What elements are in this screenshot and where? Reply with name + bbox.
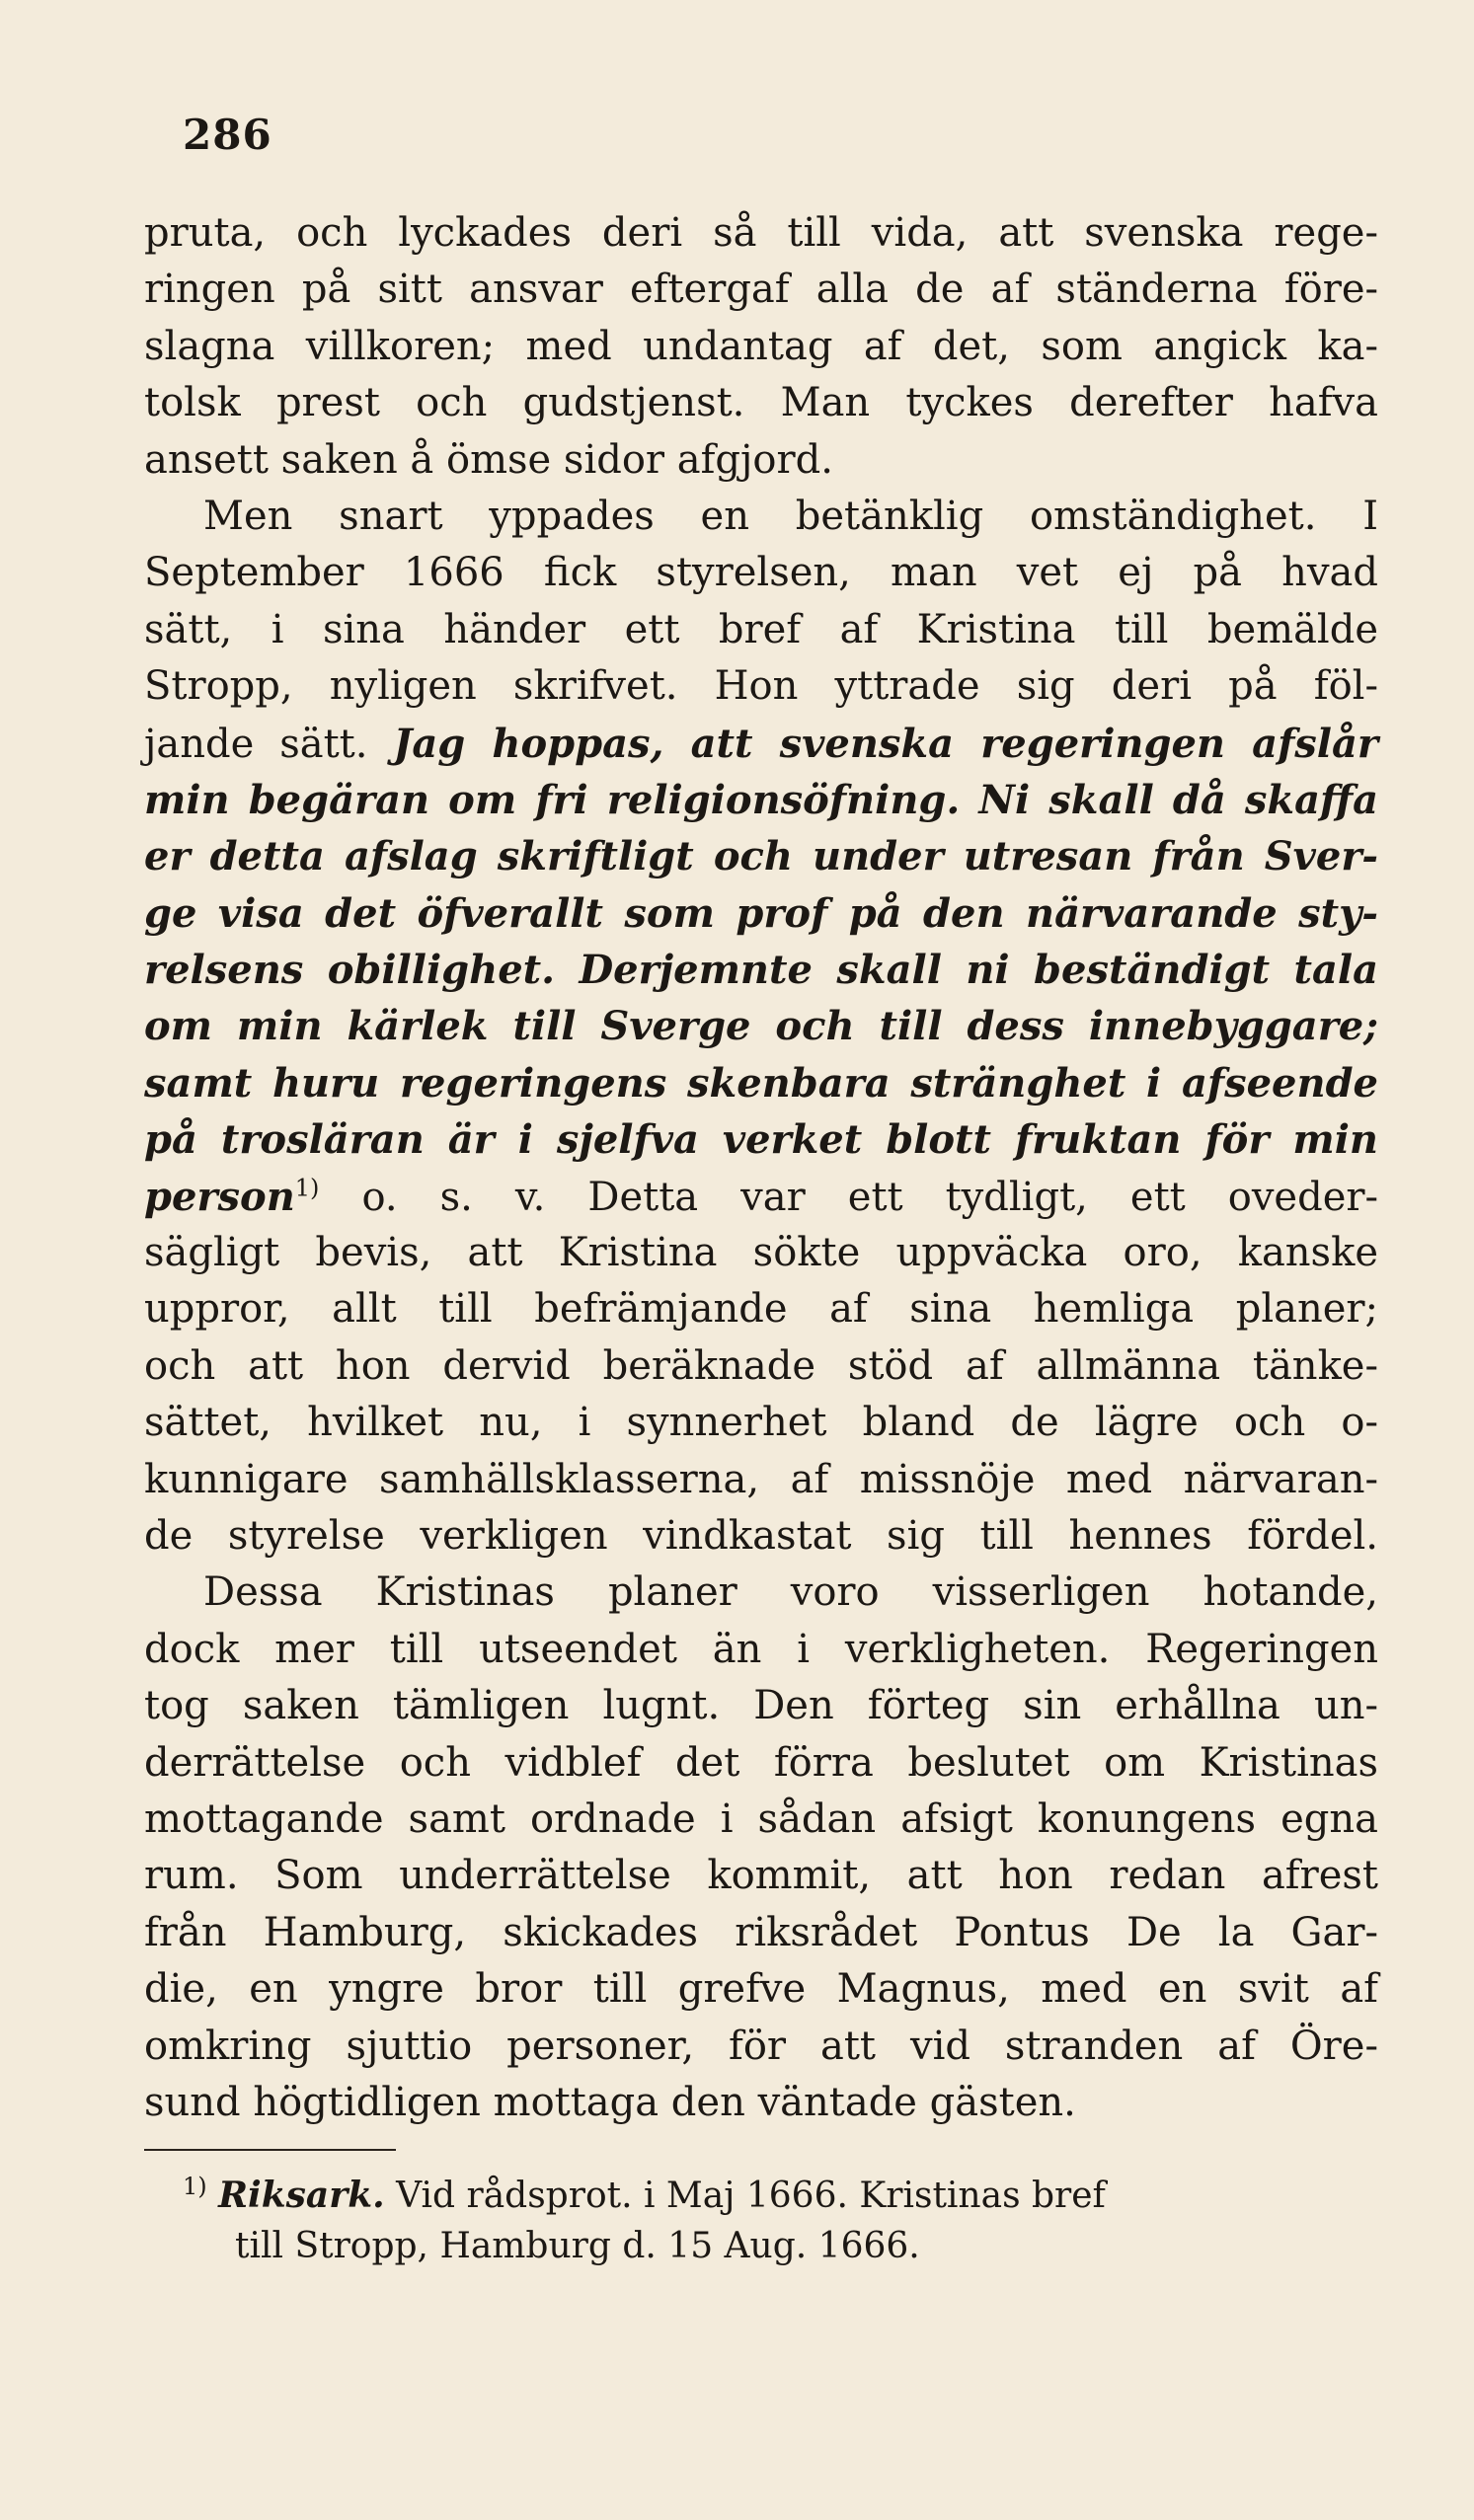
text-line xyxy=(144,716,1378,772)
text-line: pruta, och lyckades deri så till vida, att svenska rege- xyxy=(144,210,1378,256)
text-line: de styrelse verkligen vindkastat sig till hennes fördel. xyxy=(144,1512,1378,1559)
footnote-text: Vid rådsprot. i Maj 1666. Kristinas bref xyxy=(396,2176,1106,2216)
text-line: rum. Som underrättelse kommit, att hon redan afrest xyxy=(144,1853,1378,1899)
text-line: tog saken tämligen lugnt. Den förteg sin erhållna un- xyxy=(144,1683,1378,1729)
page-number: 286 xyxy=(183,111,272,159)
text-line: Men snart yppades en betänklig omständighet. I xyxy=(203,493,1378,539)
quote-line: ge visa det öfverallt som prof på den närvarande sty- xyxy=(144,889,1378,937)
text-line: sättet, hvilket nu, i synnerhet bland de lägre och o- xyxy=(144,1400,1378,1446)
quote-span: Jag hoppas, att svenska regeringen afslår xyxy=(393,720,1378,767)
text-line: och att hon dervid beräknade stöd af allmänna tänke- xyxy=(144,1342,1378,1389)
text-line: tolsk prest och gudstjenst. Man tyckes derefter hafva xyxy=(144,380,1378,426)
text-line: kunnigare samhällsklasserna, af missnöje med närvaran- xyxy=(144,1456,1378,1502)
text-span: o. s. v. Detta var ett tydligt, ett oveder- xyxy=(361,1174,1379,1220)
text-line xyxy=(144,1169,1378,1225)
quote-line: samt huru regeringens skenbara stränghet i afseende xyxy=(144,1059,1378,1107)
footnote-line xyxy=(183,2170,1377,2221)
footnote-divider xyxy=(144,2149,396,2151)
text-line: September 1666 fick styrelsen, man vet ej på hvad xyxy=(144,550,1378,596)
text-line: sund högtidligen mottaga den väntade gästen. xyxy=(144,2079,1076,2125)
quote-line: relsens obillighet. Derjemnte skall ni beständigt tala xyxy=(144,947,1378,994)
quote-span: person xyxy=(144,1173,295,1220)
footnote xyxy=(183,2170,1377,2272)
text-line: sägligt bevis, att Kristina sökte uppväcka oro, kanske xyxy=(144,1230,1378,1276)
text-line: mottagande samt ordnade i sådan afsigt konungens egna xyxy=(144,1795,1378,1842)
text-span: jande sätt. xyxy=(144,721,368,767)
text-line: slagna villkoren; med undantag af det, som angick ka- xyxy=(144,323,1378,369)
footnote-line: till Stropp, Hamburg d. 15 Aug. 1666. xyxy=(235,2226,920,2266)
text-line: sätt, i sina händer ett bref af Kristina till bemälde xyxy=(144,606,1378,652)
text-line: die, en yngre bror till grefve Magnus, med en svit af xyxy=(144,1966,1378,2013)
footnote-source: Riksark. xyxy=(218,2175,385,2216)
quote-line: er detta afslag skriftligt och under utresan från Sver- xyxy=(144,833,1378,880)
footnote-ref: 1) xyxy=(294,1174,320,1202)
text-line: Stropp, nyligen skrifvet. Hon yttrade sig deri på föl- xyxy=(144,663,1378,710)
text-line: Dessa Kristinas planer voro visserligen hotande, xyxy=(203,1569,1378,1616)
quote-line: min begäran om fri religionsöfning. Ni skall då skaffa xyxy=(144,776,1378,823)
footnote-marker: 1) xyxy=(183,2173,207,2200)
text-line: ringen på sitt ansvar eftergaf alla de af ständerna före- xyxy=(144,267,1378,313)
text-line: dock mer till utseendet än i verkligheten. Regeringen xyxy=(144,1626,1378,1672)
text-line: från Hamburg, skickades riksrådet Pontus De la Gar- xyxy=(144,1909,1378,1955)
text-line: ansett saken å ömse sidor afgjord. xyxy=(144,436,833,483)
quote-line: på trosläran är i sjelfva verket blott fruktan för min xyxy=(144,1116,1378,1164)
text-line: uppror, allt till befrämjande af sina hemliga planer; xyxy=(144,1286,1378,1333)
text-line: derrättelse och vidblef det förra beslutet om Kristinas xyxy=(144,1739,1378,1786)
text-line: omkring sjuttio personer, för att vid stranden af Öre- xyxy=(144,2023,1378,2069)
body-text xyxy=(144,205,1378,2131)
quote-line: om min kärlek till Sverge och till dess innebyggare; xyxy=(144,1003,1378,1050)
